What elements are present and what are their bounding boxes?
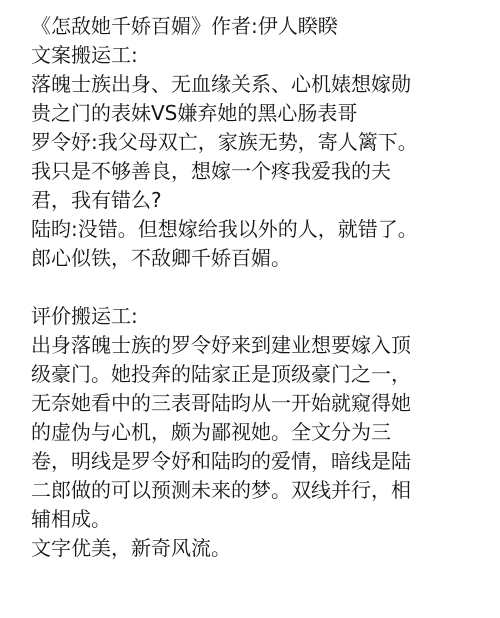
review-line: 级豪门。她投奔的陆家正是顶级豪门之一， [31,362,411,386]
paragraph-gap [31,273,490,302]
review-line: 出身落魄士族的罗令妤来到建业想要嫁入顶 [31,333,411,357]
review-line: 的虚伪与心机，颇为鄙视她。全文分为三 [31,420,391,444]
blurb-line: 郎心似铁，不敌卿千娇百媚。 [31,246,291,270]
title-author-line: 《怎敌她千娇百媚》作者:伊人睽睽 [31,14,338,38]
blurb-line: 陆昀:没错。但想嫁给我以外的人，就错了。 [31,217,418,241]
review-line: 卷，明线是罗令妤和陆昀的爱情，暗线是陆 [31,449,411,473]
review-line: 文字优美，新奇风流。 [31,536,231,560]
blurb-line: 落魄士族出身、无血缘关系、心机婊想嫁勋 [31,72,411,96]
review-heading: 评价搬运工: [31,304,138,328]
blurb-line: 贵之门的表妹VS嫌弃她的黑心肠表哥 [31,101,358,125]
blurb-heading: 文案搬运工: [31,43,138,67]
review-line: 二郎做的可以预测未来的梦。双线并行，相 [31,478,411,502]
blurb-line: 罗令妤:我父母双亡，家族无势，寄人篱下。 [31,130,418,154]
review-line: 无奈她看中的三表哥陆昀从一开始就窥得她 [31,391,411,415]
blurb-line: 我只是不够善良，想嫁一个疼我爱我的夫 [31,159,391,183]
blurb-line: 君，我有错么? [31,188,162,212]
review-line: 辅相成。 [31,507,111,531]
